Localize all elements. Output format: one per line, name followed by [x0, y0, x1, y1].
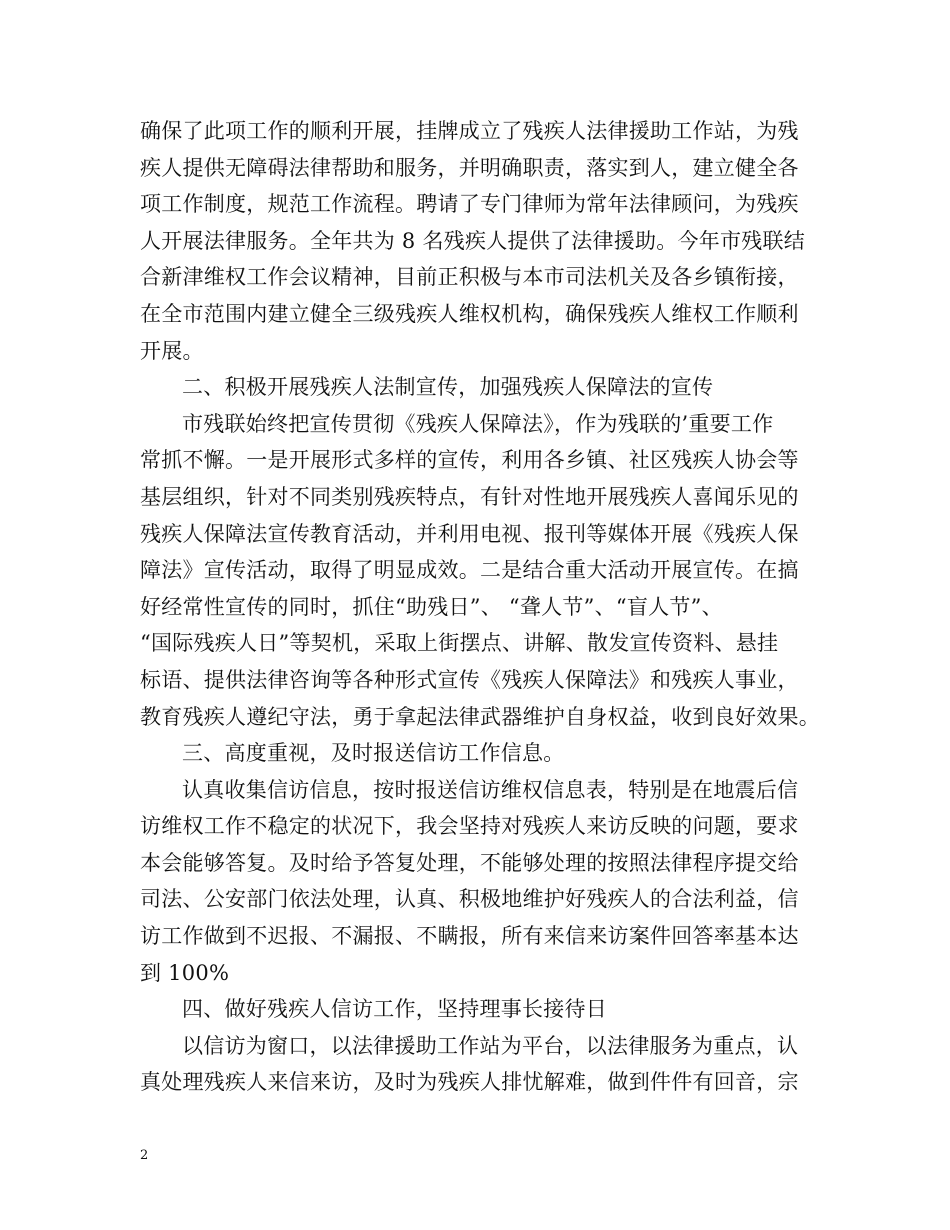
page-number: 2: [140, 1148, 149, 1163]
text-line: 访维权工作不稳定的状况下，我会坚持对残疾人来访反映的问题，要求: [140, 814, 799, 839]
text-line: 标语、提供法律咨询等各种形式宣传《残疾人保障法》和残疾人事业，: [140, 667, 799, 692]
text-line: 障法》宣传活动，取得了明显成效。二是结合重大活动开展宣传。在搞: [140, 558, 799, 583]
paragraph-first-line: 认真收集信访信息，按时报送信访维权信息表，特别是在地震后信: [182, 777, 799, 802]
document-body: [140, 113, 830, 1101]
text-line: 访工作做到不迟报、不漏报、不瞒报，所有来信来访案件回答率基本达: [140, 924, 799, 949]
text-line: 本会能够答复。及时给予答复处理，不能够处理的按照法律程序提交给: [140, 850, 799, 875]
text-line: 司法、公安部门依法处理，认真、积极地维护好残疾人的合法利益，信: [140, 887, 799, 912]
text-line: 真处理残疾人来信来访，及时为残疾人排忧解难，做到件件有回音，宗: [140, 1070, 799, 1095]
section-heading: 二、积极开展残疾人法制宣传，加强残疾人保障法的宣传: [182, 375, 714, 400]
text-line: 人开展法律服务。全年共为 8 名残疾人提供了法律援助。今年市残联结: [140, 228, 805, 253]
text-line: “国际残疾人日”等契机，采取上街摆点、讲解、散发宣传资料、悬挂: [140, 631, 779, 656]
text-line: 项工作制度，规范工作流程。聘请了专门律师为常年法律顾问，为残疾: [140, 192, 799, 217]
text-line: 教育残疾人遵纪守法，勇于拿起法律武器维护自身权益，收到良好效果。: [140, 704, 820, 729]
text-line: 在全市范围内建立健全三级残疾人维权机构，确保残疾人维权工作顺利: [140, 301, 799, 326]
paragraph-first-line: 以信访为窗口，以法律援助工作站为平台，以法律服务为重点，认: [182, 1033, 799, 1058]
section-heading: 三、高度重视，及时报送信访工作信息。: [182, 741, 565, 766]
text-line: 到 100%: [140, 960, 230, 985]
section-heading: 四、做好残疾人信访工作，坚持理事长接待日: [182, 997, 607, 1022]
text-line: 开展。: [140, 338, 204, 363]
text-line: 合新津维权工作会议精神，目前正积极与本市司法机关及各乡镇衔接，: [140, 265, 799, 290]
text-line: 确保了此项工作的顺利开展，挂牌成立了残疾人法律援助工作站，为残: [140, 119, 799, 143]
paragraph-first-line: 市残联始终把宣传贯彻《残疾人保障法》，作为残联的’重要工作: [182, 411, 774, 436]
text-line: 常抓不懈。一是开展形式多样的宣传，利用各乡镇、社区残疾人协会等: [140, 448, 799, 473]
text-line: 残疾人保障法宣传教育活动，并利用电视、报刊等媒体开展《残疾人保: [140, 521, 799, 546]
text-line: 基层组织，针对不同类别残疾特点，有针对性地开展残疾人喜闻乐见的: [140, 484, 799, 509]
text-line: 疾人提供无障碍法律帮助和服务，并明确职责，落实到人，建立健全各: [140, 155, 799, 180]
text-line: 好经常性宣传的同时，抓住“助残日”、 “聋人节”、“盲人节”、: [140, 594, 723, 619]
